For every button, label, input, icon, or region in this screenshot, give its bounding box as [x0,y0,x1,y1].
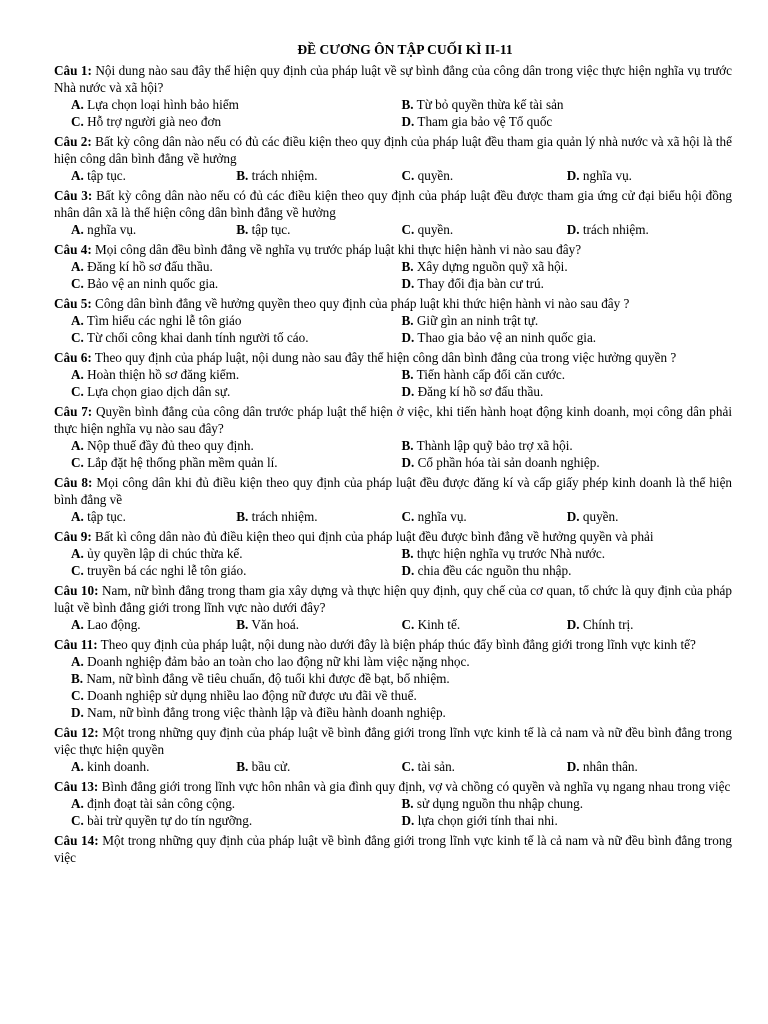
option-text: tập tục. [251,222,291,237]
question-label: Câu 6: [54,350,92,365]
answer-option [71,545,402,562]
question-stem [54,133,732,167]
answer-option [71,653,732,670]
question-stem [54,62,732,96]
answer-option [236,167,401,184]
question-6 [54,349,732,400]
option-letter: C. [71,330,84,345]
answer-option [402,454,733,471]
question-label: Câu 10: [54,583,99,598]
option-letter: A. [71,313,84,328]
option-text: nghĩa vụ. [582,168,632,183]
option-text: tập tục. [87,168,126,183]
answer-option [402,167,567,184]
question-text: Một trong những quy định của pháp luật về bình đẳng giới trong lĩnh vực kinh tế là cả nam và nữ đều bình đẳng trong việc thực hiện quyền [54,725,733,757]
question-stem [54,187,732,221]
option-letter: A. [71,617,84,632]
question-7 [54,403,732,471]
answer-option [71,616,236,633]
option-letter: B. [71,671,84,686]
option-letter: B. [401,97,414,112]
option-text: Đăng kí hồ sơ đấu thầu. [87,259,213,274]
option-letter: C. [71,563,84,578]
answer-option [71,96,402,113]
option-text: Hỗ trợ người già neo đơn [87,114,222,129]
option-letter: C. [401,168,415,183]
question-text: Nội dung nào sau đây thể hiện quy định của pháp luật về sự bình đẳng của công dân trong việc thực hiện nghĩa vụ trước Nhà nước và xã hội? [54,63,733,95]
question-label: Câu 11: [54,637,98,652]
answer-option [71,670,732,687]
question-stem [54,241,732,258]
answer-option [71,508,236,525]
question-text: Bất kỳ công dân nào nếu có đủ các điều kiện theo quy định của pháp luật đều tham gia quản lý nhà nước và xã hội là thể hiện công dân bình đẳng về hưởng [54,134,732,166]
answer-option [402,312,733,329]
option-letter: D. [401,563,415,578]
question-text: Một trong những quy định của pháp luật về bình đẳng giới trong lĩnh vực kinh tế là cả nam và nữ đều bình đẳng trong việc [54,833,733,865]
option-text: truyền bá các nghi lễ tôn giáo. [87,563,247,578]
option-text: Lựa chọn loại hình bảo hiểm [87,97,239,112]
answer-options [54,616,732,633]
answer-option [71,437,402,454]
question-label: Câu 4: [54,242,92,257]
option-letter: D. [566,168,580,183]
question-label: Câu 7: [54,404,93,419]
option-text: Đăng kí hồ sơ đấu thầu. [417,384,544,399]
option-letter: D. [71,705,84,720]
answer-option [402,258,733,275]
option-text: kinh doanh. [87,759,150,774]
answer-option [402,275,733,292]
question-stem [54,778,732,795]
option-letter: C. [71,384,84,399]
option-letter: D. [401,384,415,399]
answer-option [567,167,732,184]
option-text: quyền. [582,509,619,524]
answer-option [71,113,402,130]
option-text: Lao động. [87,617,141,632]
option-letter: B. [401,546,414,561]
option-text: Hoàn thiện hồ sơ đăng kiểm. [87,367,240,382]
answer-option [236,508,401,525]
answer-options [54,312,732,346]
question-text: Bất kì công dân nào đủ điều kiện theo qui định của pháp luật đều được bình đẳng về hưởng quyền và phải [95,529,654,544]
option-letter: C. [401,222,415,237]
option-letter: D. [401,455,415,470]
answer-options [54,758,732,775]
answer-options [54,508,732,525]
answer-option [567,616,732,633]
option-text: Giữ gìn an ninh trật tự. [416,313,539,328]
option-text: nghĩa vụ. [417,509,467,524]
option-letter: B. [236,759,249,774]
option-text: Tiến hành cấp đổi căn cước. [416,367,566,382]
option-text: Bảo vệ an ninh quốc gia. [87,276,219,291]
option-text: Lựa chọn giao dịch dân sự. [87,384,231,399]
option-letter: A. [71,97,84,112]
question-2 [54,133,732,184]
question-label: Câu 13: [54,779,99,794]
option-letter: D. [566,617,580,632]
question-text: Theo quy định của pháp luật, nội dung nào dưới đây là biện pháp thúc đẩy bình đẳng giới trong lĩnh vực kinh tế? [100,637,696,652]
answer-option [71,383,402,400]
answer-option [71,258,402,275]
option-text: Kinh tế. [417,617,461,632]
option-text: quyền. [417,222,454,237]
answer-options [54,795,732,829]
option-text: Thao gia bảo vệ an ninh quốc gia. [417,330,597,345]
question-stem [54,295,732,312]
option-text: trách nhiệm. [251,509,318,524]
option-text: Tìm hiểu các nghi lễ tôn giáo [86,313,242,328]
option-text: Chính trị. [582,617,634,632]
answer-options [54,653,732,721]
question-14 [54,832,732,866]
option-letter: B. [236,222,249,237]
answer-option [402,508,567,525]
answer-option [402,366,733,383]
question-stem [54,724,732,758]
answer-option [402,113,733,130]
answer-option [402,329,733,346]
option-letter: D. [401,813,415,828]
answer-options [54,545,732,579]
option-letter: B. [401,438,414,453]
option-text: Từ bỏ quyền thừa kế tài sản [416,97,564,112]
question-label: Câu 2: [54,134,92,149]
question-text: Bình đẳng giới trong lĩnh vực hôn nhân và gia đình quy định, vợ và chồng có quyền và nghĩa vụ ngang nhau trong việc [101,779,731,794]
option-letter: D. [566,509,580,524]
answer-option [71,687,732,704]
answer-option [71,704,732,721]
answer-option [236,221,401,238]
answer-option [402,221,567,238]
question-text: Bất kỳ công dân nào nếu có đủ các điều kiện theo quy định của pháp luật đều được tham gia ứng cử đại biểu hội đồng nhân dân xã là thể hiện công dân bình đẳng về hưởng [54,188,733,220]
answer-option [71,366,402,383]
option-letter: C. [71,813,84,828]
option-letter: D. [566,222,580,237]
answer-options [54,437,732,471]
answer-option [236,758,401,775]
answer-option [71,812,402,829]
option-letter: B. [236,509,249,524]
option-letter: D. [401,114,415,129]
answer-option [71,758,236,775]
option-text: Thành lập quỹ bảo trợ xã hội. [416,438,573,453]
option-letter: A. [71,546,84,561]
option-text: Nam, nữ bình đẳng trong việc thành lập và điều hành doanh nghiệp. [87,705,446,720]
answer-option [71,312,402,329]
question-10 [54,582,732,633]
question-text: Theo quy định của pháp luật, nội dung nào sau đây thể hiện công dân bình đẳng của trong việc hưởng quyền ? [94,350,677,365]
question-stem [54,403,732,437]
option-letter: B. [236,168,249,183]
option-text: ủy quyền lập di chúc thừa kế. [87,546,243,561]
option-text: bầu cử. [251,759,291,774]
option-letter: D. [401,330,415,345]
answer-option [402,562,733,579]
question-stem [54,474,732,508]
question-text: Mọi công dân đều bình đẳng về nghĩa vụ trước pháp luật khi thực hiện hành vi nào sau đây? [95,242,582,257]
answer-options [54,258,732,292]
option-letter: C. [401,509,415,524]
question-1 [54,62,732,130]
option-letter: A. [71,222,84,237]
answer-option [402,437,733,454]
question-label: Câu 3: [54,188,93,203]
question-3 [54,187,732,238]
question-stem [54,582,732,616]
option-letter: B. [401,796,414,811]
answer-option [402,616,567,633]
option-letter: C. [71,114,84,129]
question-8 [54,474,732,525]
option-letter: B. [401,313,414,328]
answer-options [54,221,732,238]
answer-option [402,812,733,829]
option-letter: D. [566,759,580,774]
answer-option [402,383,733,400]
option-letter: A. [71,654,84,669]
question-text: Mọi công dân khi đủ điều kiện theo quy định của pháp luật đều được đăng kí và cấp giấy phép kinh doanh là thể hiện bình đẳng về [54,475,733,507]
option-text: sử dụng nguồn thu nhập chung. [416,796,584,811]
option-text: thực hiện nghĩa vụ trước Nhà nước. [416,546,605,561]
option-letter: C. [401,759,415,774]
question-stem [54,832,732,866]
question-13 [54,778,732,829]
option-text: tập tục. [87,509,126,524]
option-letter: B. [236,617,249,632]
option-letter: A. [71,259,84,274]
option-letter: C. [71,276,84,291]
option-text: lựa chọn giới tính thai nhi. [417,813,558,828]
option-text: bài trừ quyền tự do tín ngưỡng. [87,813,253,828]
answer-option [402,96,733,113]
question-label: Câu 14: [54,833,99,848]
answer-option [567,221,732,238]
answer-option [402,758,567,775]
option-text: Thay đổi địa bàn cư trú. [417,276,544,291]
option-text: Nộp thuế đầy đủ theo quy định. [87,438,254,453]
answer-option [71,562,402,579]
answer-option [236,616,401,633]
question-11 [54,636,732,721]
answer-option [71,795,402,812]
option-text: Cổ phần hóa tài sản doanh nghiệp. [417,455,600,470]
question-4 [54,241,732,292]
question-stem [54,636,732,653]
option-text: định đoạt tài sản công cộng. [87,796,236,811]
question-text: Nam, nữ bình đẳng trong tham gia xây dựng và thực hiện quy định, quy chế của cơ quan, tổ chức là quy định của pháp luật về bình đẳng giới trong lĩnh vực nào dưới đây? [54,583,733,615]
question-stem [54,349,732,366]
option-letter: A. [71,796,84,811]
option-text: quyền. [417,168,454,183]
option-letter: A. [71,168,84,183]
option-letter: A. [71,759,84,774]
option-letter: A. [71,367,84,382]
option-letter: C. [401,617,415,632]
question-list [54,62,732,866]
answer-option [567,758,732,775]
question-label: Câu 12: [54,725,99,740]
option-letter: B. [401,367,414,382]
answer-option [71,454,402,471]
answer-option [402,545,733,562]
question-text: Quyền bình đẳng của công dân trước pháp luật thể hiện ở việc, khi tiến hành hoạt động kinh doanh, mọi công dân phải thực hiện nghĩa vụ nào sau đây? [54,404,732,436]
answer-options [54,96,732,130]
option-text: Văn hoá. [251,617,300,632]
question-5 [54,295,732,346]
question-label: Câu 8: [54,475,93,490]
option-letter: C. [71,688,84,703]
option-text: Doanh nghiệp đảm bảo an toàn cho lao động nữ khi làm việc nặng nhọc. [87,654,470,669]
question-label: Câu 9: [54,529,92,544]
question-stem [54,528,732,545]
option-text: chia đều các nguồn thu nhập. [417,563,572,578]
answer-option [402,795,733,812]
document-title: ĐỀ CƯƠNG ÔN TẬP CUỐI KÌ II-11 [297,42,513,57]
question-label: Câu 1: [54,63,92,78]
option-text: Lắp đặt hệ thống phần mềm quản lí. [87,455,278,470]
question-9 [54,528,732,579]
answer-option [71,329,402,346]
option-text: Tham gia bảo vệ Tổ quốc [417,114,553,129]
option-text: trách nhiệm. [251,168,318,183]
answer-option [71,275,402,292]
answer-option [567,508,732,525]
option-text: nhân thân. [582,759,638,774]
answer-option [71,167,236,184]
option-text: trách nhiệm. [582,222,649,237]
answer-options [54,366,732,400]
answer-options [54,167,732,184]
option-letter: B. [401,259,414,274]
option-letter: C. [71,455,84,470]
option-text: nghĩa vụ. [87,222,137,237]
option-letter: A. [71,438,84,453]
option-text: Xây dựng nguồn quỹ xã hội. [416,259,568,274]
option-text: tài sản. [417,759,455,774]
option-text: Doanh nghiệp sử dụng nhiều lao động nữ được ưu đãi về thuế. [87,688,417,703]
question-12 [54,724,732,775]
question-text: Công dân bình đẳng về hưởng quyền theo quy định của pháp luật khi thức hiện hành vi nào sau đây ? [95,296,630,311]
question-label: Câu 5: [54,296,92,311]
option-text: Từ chối công khai danh tính người tố cáo. [86,330,309,345]
option-letter: D. [401,276,415,291]
option-text: Nam, nữ bình đẳng về tiêu chuẩn, độ tuổi khi được đề bạt, bổ nhiệm. [86,671,450,686]
option-letter: A. [71,509,84,524]
answer-option [71,221,236,238]
